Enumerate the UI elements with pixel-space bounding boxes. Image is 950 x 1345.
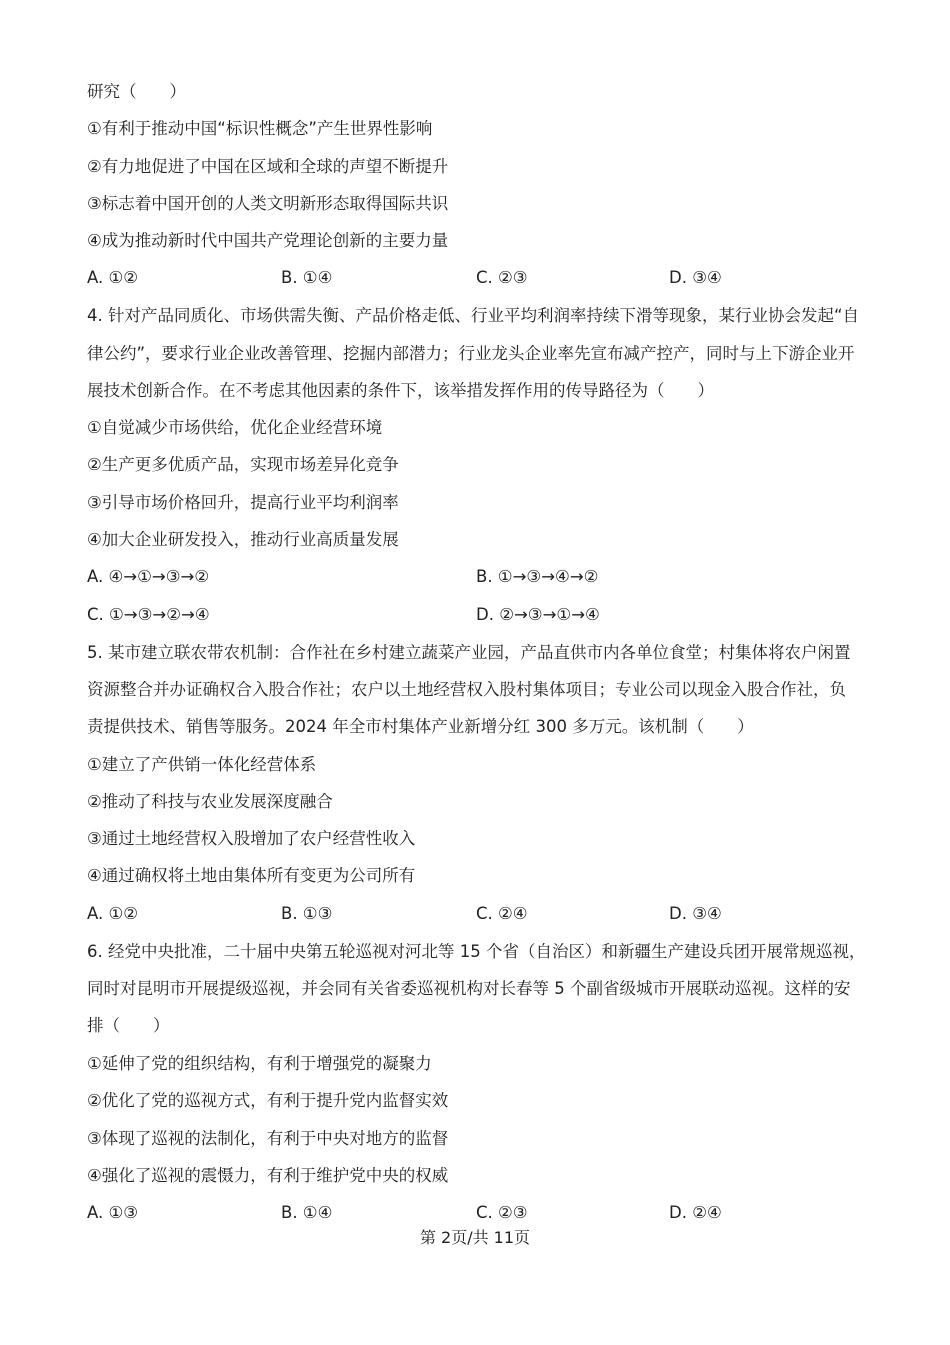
q3-statement-2: ②有力地促进了中国在区域和全球的声望不断提升 — [87, 157, 449, 176]
q5-option-b: B. ①③ — [281, 904, 333, 923]
q6-option-d: D. ②④ — [669, 1203, 722, 1222]
q3-statement-4: ④成为推动新时代中国共产党理论创新的主要力量 — [87, 231, 449, 250]
q3-stem-tail: 研究（ ） — [87, 82, 186, 101]
q5-stem-line-2: 资源整合并办证确权合入股合作社；农户以土地经营权入股村集体项目；专业公司以现金入股合作社，负 — [87, 680, 846, 699]
q3-option-d: D. ③④ — [669, 268, 722, 287]
q4-option-d: D. ②→③→①→④ — [476, 605, 600, 624]
q6-option-a: A. ①③ — [87, 1203, 139, 1222]
q3-statement-3: ③标志着中国开创的人类文明新形态取得国际共识 — [87, 194, 449, 213]
q4-stem-line-3: 展技术创新合作。在不考虑其他因素的条件下，该举措发挥作用的传导路径为（ ） — [87, 381, 714, 400]
q6-option-c: C. ②③ — [476, 1203, 528, 1222]
q4-statement-3: ③引导市场价格回升，提高行业平均利润率 — [87, 493, 399, 512]
q4-option-b: B. ①→③→④→② — [476, 567, 599, 586]
q3-option-a: A. ①② — [87, 268, 139, 287]
q6-statement-2: ②优化了党的巡视方式，有利于提升党内监督实效 — [87, 1091, 449, 1110]
q5-option-d: D. ③④ — [669, 904, 722, 923]
q5-option-a: A. ①② — [87, 904, 139, 923]
q4-option-c: C. ①→③→②→④ — [87, 605, 210, 624]
q3-statement-1: ①有利于推动中国“标识性概念”产生世界性影响 — [87, 119, 433, 138]
q6-statement-1: ①延伸了党的组织结构，有利于增强党的凝聚力 — [87, 1054, 432, 1073]
q4-option-a: A. ④→①→③→② — [87, 567, 210, 586]
q6-statement-3: ③体现了巡视的法制化，有利于中央对地方的监督 — [87, 1129, 449, 1148]
q4-statement-2: ②生产更多优质产品，实现市场差异化竞争 — [87, 455, 399, 474]
page-number-footer: 第 2页/共 11页 — [419, 1228, 531, 1247]
q6-statement-4: ④强化了巡视的震慑力，有利于维护党中央的权威 — [87, 1166, 449, 1185]
q6-option-b: B. ①④ — [281, 1203, 333, 1222]
q5-statement-2: ②推动了科技与农业发展深度融合 — [87, 792, 333, 811]
q5-option-c: C. ②④ — [476, 904, 528, 923]
q3-option-b: B. ①④ — [281, 268, 333, 287]
q6-stem-line-2: 同时对昆明市开展提级巡视，并会同有关省委巡视机构对长春等 5 个副省级城市开展联动巡视。这样的安 — [87, 979, 851, 998]
q5-statement-4: ④通过确权将土地由集体所有变更为公司所有 — [87, 866, 416, 885]
q5-stem-line-3: 责提供技术、销售等服务。2024 年全市村集体产业新增分红 300 多万元。该机制（ ） — [87, 717, 754, 736]
q6-stem-line-1: 6. 经党中央批准，二十届中央第五轮巡视对河北等 15 个省（自治区）和新疆生产建设兵团开展常规巡视， — [87, 942, 866, 961]
q3-option-c: C. ②③ — [476, 268, 528, 287]
q4-statement-1: ①自觉减少市场供给，优化企业经营环境 — [87, 418, 383, 437]
q5-statement-1: ①建立了产供销一体化经营体系 — [87, 755, 317, 774]
q4-statement-4: ④加大企业研发投入，推动行业高质量发展 — [87, 530, 399, 549]
q6-stem-line-3: 排（ ） — [87, 1016, 170, 1035]
q5-stem-line-1: 5. 某市建立联农带农机制：合作社在乡村建立蔬菜产业园，产品直供市内各单位食堂；村集体将农户闲置 — [87, 643, 851, 662]
q5-statement-3: ③通过土地经营权入股增加了农户经营性收入 — [87, 829, 416, 848]
q4-stem-line-2: 律公约”，要求行业企业改善管理、挖掘内部潜力；行业龙头企业率先宣布减产控产，同时与上下游企业开 — [87, 344, 855, 363]
q4-stem-line-1: 4. 针对产品同质化、市场供需失衡、产品价格走低、行业平均利润率持续下滑等现象，某行业协会发起“自 — [87, 306, 860, 325]
